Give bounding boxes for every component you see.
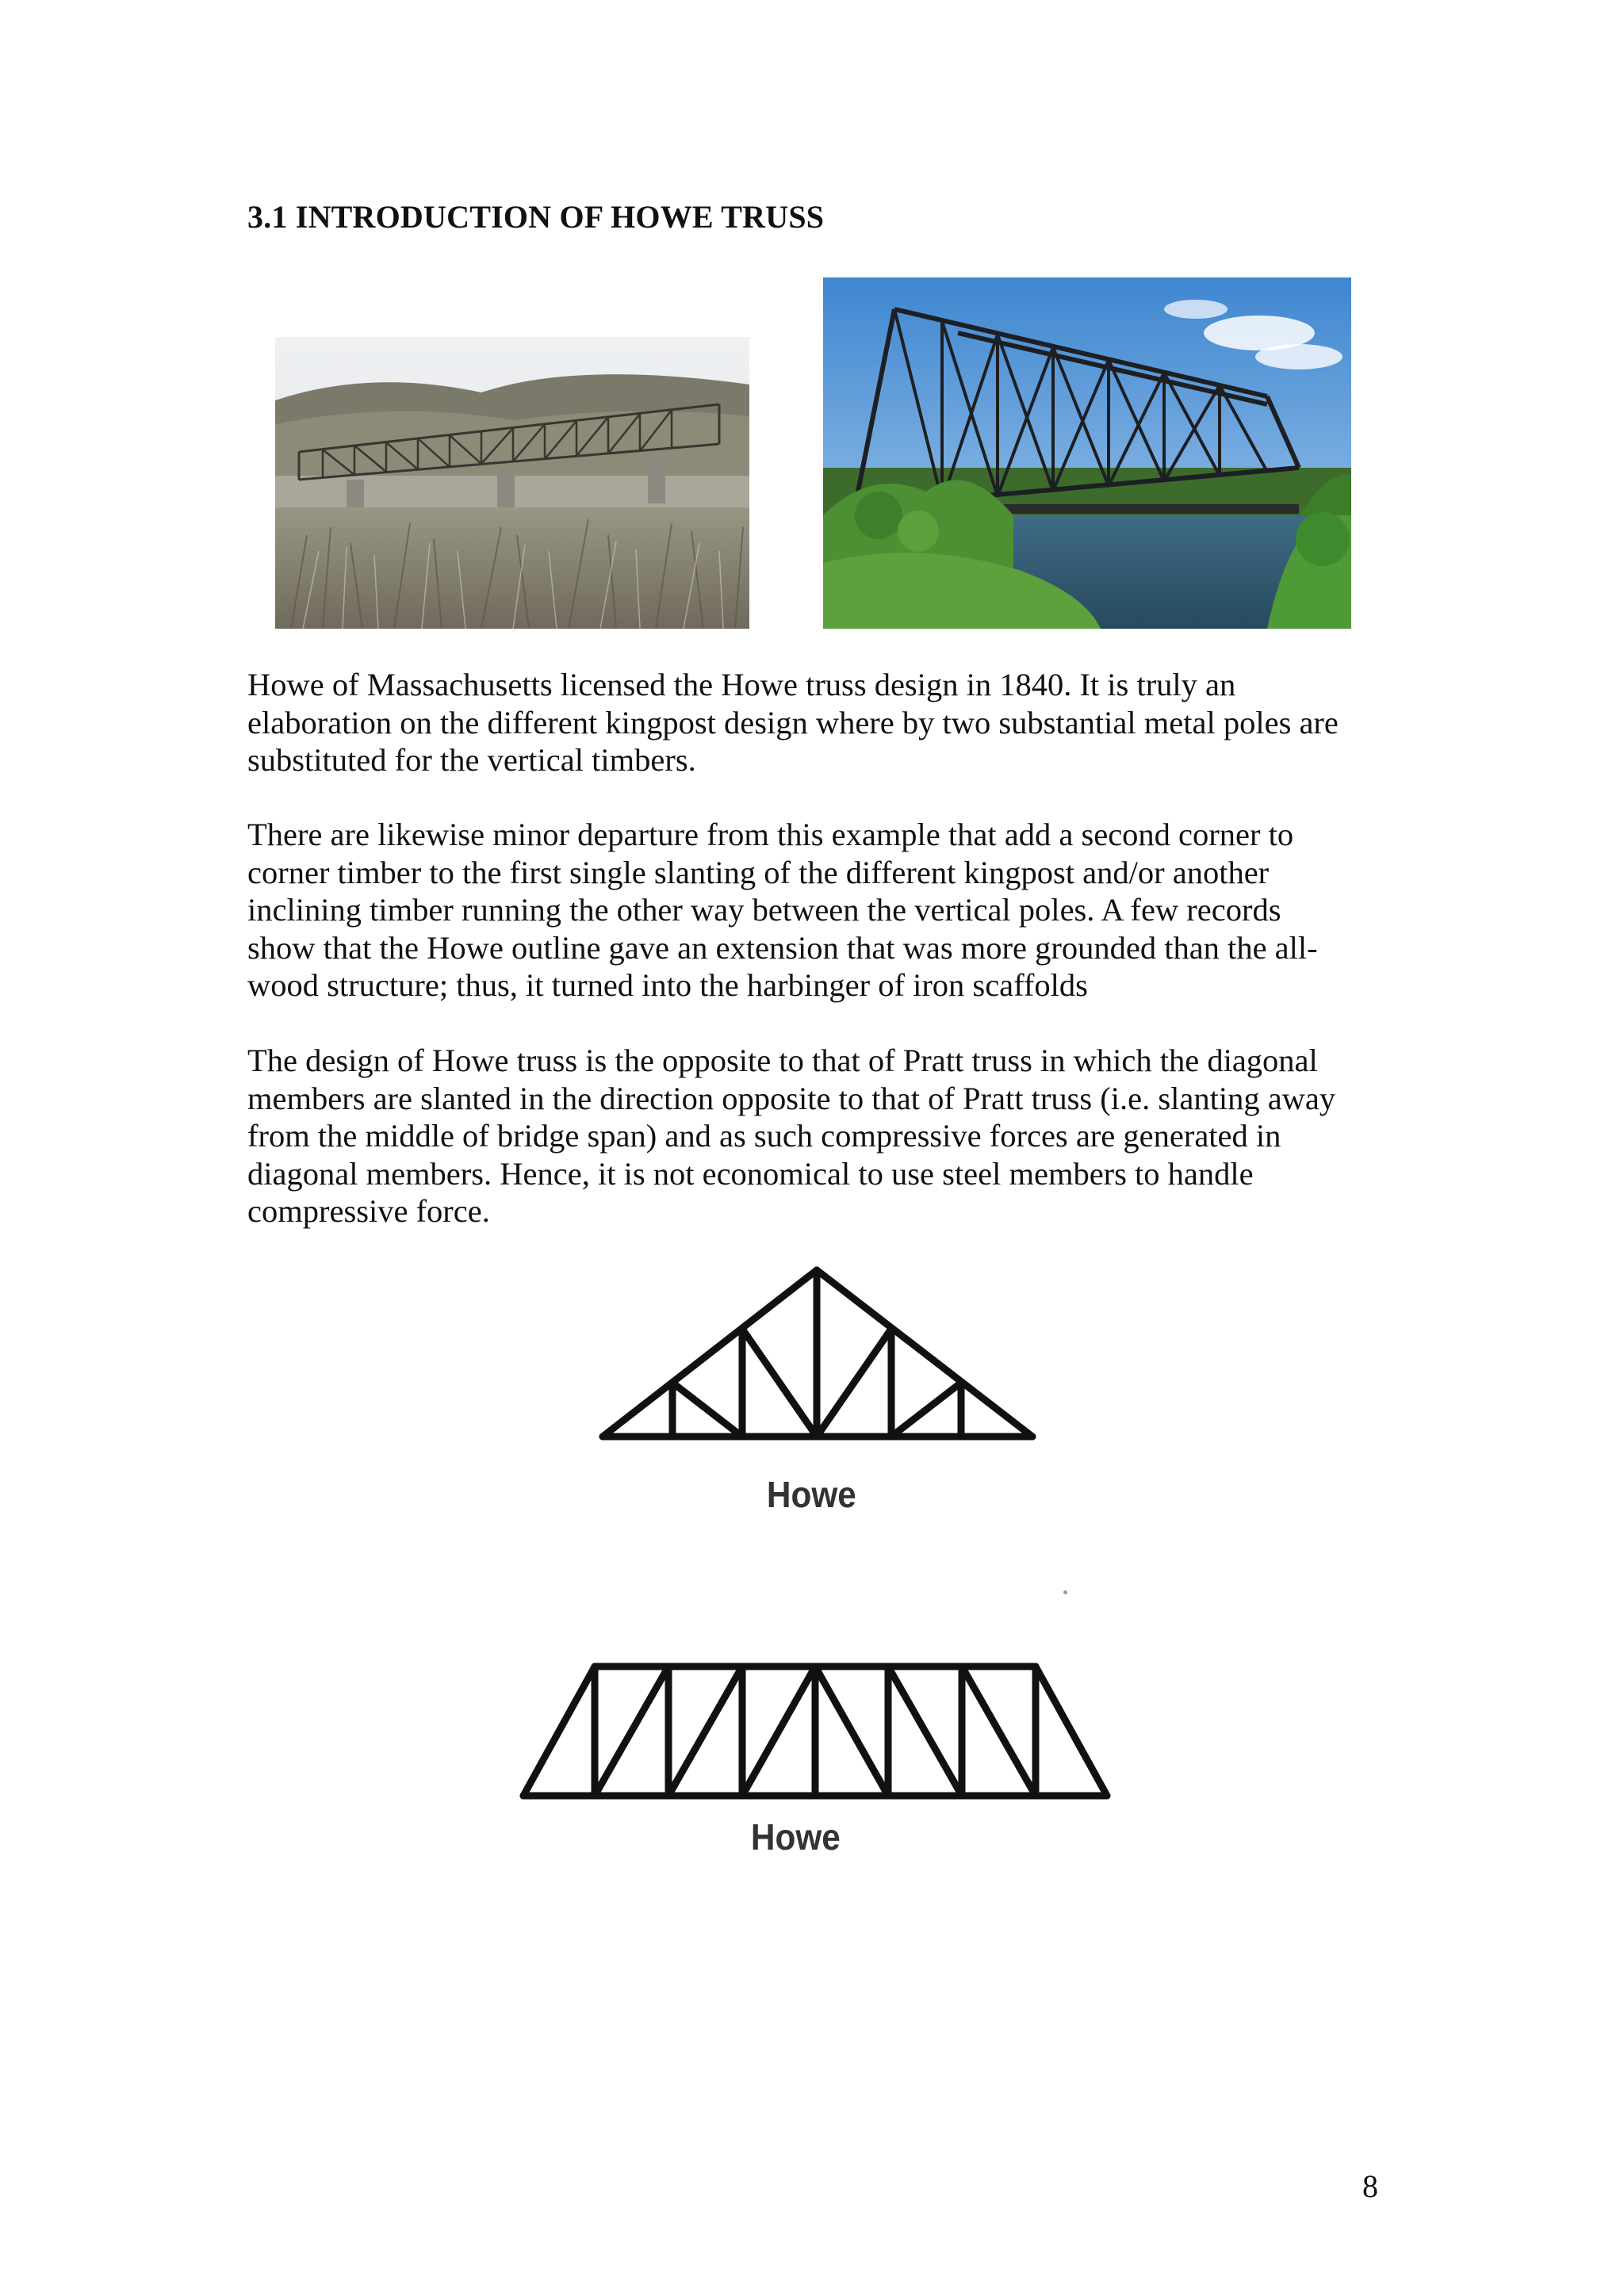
paragraph-variations [247,816,1389,1004]
paragraph-design [247,1042,1389,1230]
text-line: corner timber to the first single slanting of the different kingpost and/or another [247,854,1270,890]
text-line: from the middle of bridge span) and as such compressive forces are generated in [247,1118,1281,1154]
text-line: diagonal members. Hence, it is not economical to use steel members to handle [247,1155,1254,1192]
section-heading: 3.1 INTRODUCTION OF HOWE TRUSS [247,199,825,235]
text-line: wood structure; thus, it turned into the harbinger of iron scaffolds [247,967,1088,1003]
bridge-photo-grassland [275,337,749,629]
text-line: substituted for the vertical timbers. [247,742,696,778]
text-line: compressive force. [247,1193,490,1229]
text-line: elaboration on the different kingpost design where by two substantial metal poles are [247,704,1339,740]
bridge-photo-river [823,277,1351,629]
bridge-truss-label: Howe [750,1816,841,1858]
stray-mark [1063,1590,1067,1594]
text-line: There are likewise minor departure from this example that add a second corner to [247,817,1294,852]
text-line: show that the Howe outline gave an extension that was more grounded than the all- [247,929,1318,966]
howe-roof-truss-diagram [587,1261,1047,1451]
page-number: 8 [1362,2168,1378,2204]
roof-truss-label: Howe [766,1474,856,1515]
howe-bridge-truss-diagram [514,1649,1116,1823]
text-line: The design of Howe truss is the opposite to that of Pratt truss in which the diagonal [247,1043,1318,1078]
text-line: members are slanted in the direction opposite to that of Pratt truss (i.e. slanting away [247,1080,1336,1116]
text-line: inclining timber running the other way between the vertical poles. A few records [247,892,1281,928]
paragraph-history [247,666,1389,779]
text-line: Howe of Massachusetts licensed the Howe truss design in 1840. It is truly an [247,667,1236,702]
